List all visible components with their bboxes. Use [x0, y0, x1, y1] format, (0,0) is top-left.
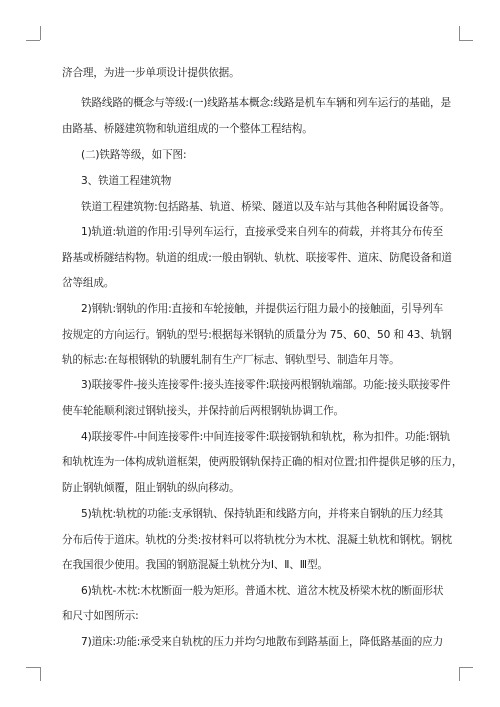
text-line: 使车轮能顺利滚过钢轨接头，并保持前后两根钢轨协调工作。 [62, 405, 344, 417]
text-line: 6)轨枕-木枕:木枕断面一般为矩形。普通木枕、道岔木枕及桥梁木枕的断面形状 [81, 585, 444, 597]
crop-mark-bottom-left-v [40, 667, 41, 681]
section-heading: 3、铁道工程建筑物 [81, 175, 172, 187]
text-line: 轨的标志:在每根钢轨的轨腰轧制有生产厂标志、钢轨型号、制造年月等。 [62, 354, 400, 366]
text-line: 岔等组成。 [62, 277, 115, 289]
text-line: 铁路线路的概念与等级:(一)线路基本概念:线路是机车车辆和列车运行的基础，是 [81, 97, 451, 109]
text-line: 路基或桥隧结构物。轨道的组成:一般由钢轨、轨枕、联接零件、道床、防爬设备和道 [62, 252, 452, 264]
crop-mark-bottom-left-h [26, 667, 40, 668]
text-line: 5)轨枕:轨枕的功能:支承钢轨、保持轨距和线路方向，并将来自钢轨的压力经其 [81, 508, 444, 520]
crop-mark-bottom-right-v [459, 667, 460, 681]
text-line: (二)铁路等级，如下图: [81, 149, 187, 161]
text-line: 1)轨道:轨道的作用:引导列车运行，直接承受来自列车的荷载，并将其分布传至 [81, 226, 444, 238]
text-line: 铁道工程建筑物:包括路基、轨道、桥梁、隧道以及车站与其他各种附属设备等。 [81, 201, 450, 213]
text-line: 由路基、桥隧建筑物和轨道组成的一个整体工程结构。 [62, 123, 313, 135]
text-line: 4)联接零件-中间连接零件:中间连接零件:联接钢轨和轨枕，称为扣件。功能:钢轨 [81, 431, 451, 443]
text-line: 分布后传于道床。轨枕的分类:按材料可以将轨枕分为木枕、混凝土轨枕和钢枕。钢枕 [62, 534, 452, 546]
text-line: 按规定的方向运行。钢轨的型号:根据每米钢轨的质量分为 75、60、50 和 43、轨钢 [62, 329, 452, 341]
text-line: 在我国很少使用。我国的钢筋混凝土轨枕分为Ⅰ、Ⅱ、Ⅲ型。 [62, 559, 328, 571]
text-line: 7)道床:功能:承受来自轨枕的压力并均匀地散布到路基面上，降低路基面的应力 [81, 636, 444, 648]
crop-mark-bottom-right-h [459, 667, 473, 668]
text-line: 和轨枕连为一体构成轨道框架，使两股钢轨保持正确的相对位置;扣件提供足够的压力， [62, 456, 463, 468]
text-line: 防止钢轨倾覆，阻止钢轨的纵向移动。 [62, 482, 240, 494]
crop-mark-top-left-h [26, 40, 40, 41]
text-line: 3)联接零件-接头连接零件:接头连接零件:联接两根钢轨端部。功能:接头联接零件 [81, 379, 451, 391]
text-line: 和尺寸如图所示: [62, 610, 139, 622]
crop-mark-top-right-h [459, 40, 473, 41]
text-line: 2)钢轨:钢轨的作用:直接和车轮接触，并提供运行阻力最小的接触面，引导列车 [81, 303, 444, 315]
crop-mark-top-left-v [40, 26, 41, 40]
text-line: 济合理，为进一步单项设计提供依据。 [62, 67, 240, 79]
crop-mark-top-right-v [459, 26, 460, 40]
